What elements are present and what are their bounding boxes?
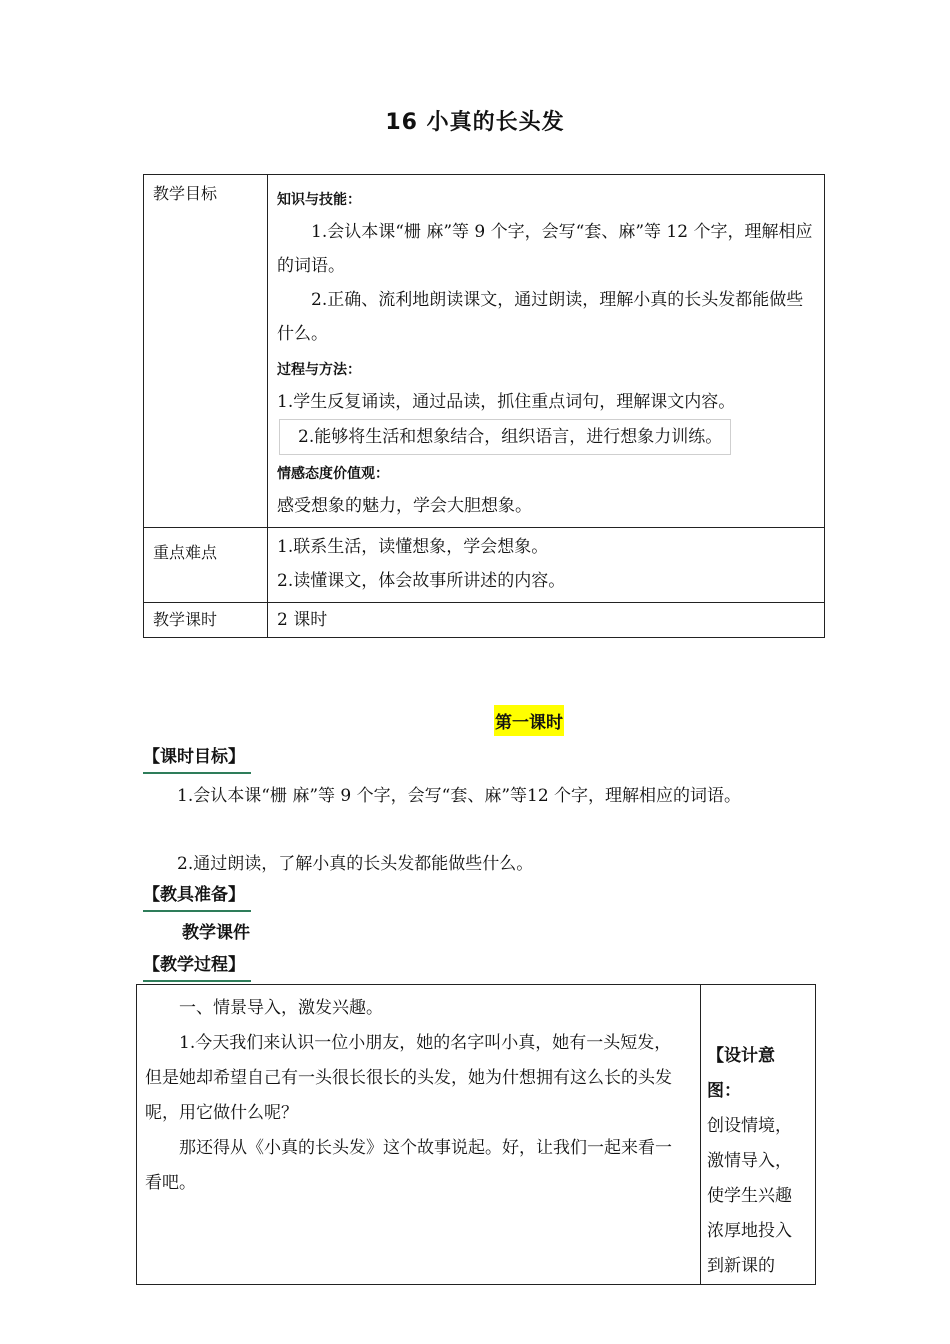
table-row — [144, 175, 825, 528]
row-label: 教学课时 — [144, 603, 268, 638]
objective-item: 2.正确、流利地朗读课文，通过朗读，理解小真的长头发都能做些什么。 — [277, 290, 804, 344]
objective-item: 感受想象的魅力，学会大胆想象。 — [277, 496, 532, 516]
process-paragraph: 1.今天我们来认识一位小朋友，她的名字叫小真，她有一头短发，但是她却希望自己有一头很长很长的头发，她为什想拥有这么长的头发呢，用它做什么呢？ — [145, 1033, 672, 1123]
objective-item: 1.学生反复诵读，通过品读，抓住重点词句，理解课文内容。 — [277, 392, 736, 412]
table-row — [144, 528, 825, 603]
section-heading: 过程与方法： — [277, 362, 361, 378]
row-content — [268, 603, 825, 638]
design-intent-title: 【设计意图： — [707, 1046, 775, 1101]
objectives-table — [143, 174, 825, 638]
row-label: 教学目标 — [144, 175, 268, 528]
objective-item: 2.能够将生活和想象结合，组织语言，进行想象力训练。 — [279, 419, 731, 455]
process-label: 【教学过程】 — [143, 950, 251, 982]
process-content — [137, 985, 701, 1285]
row-content — [268, 528, 825, 603]
page-title: 16 小真的长头发 — [385, 110, 565, 135]
key-point-item: 1.联系生活，读懂想象，学会想象。 — [277, 537, 549, 557]
lesson-heading-text: 第一课时 — [494, 705, 564, 736]
lesson-goal-item: 1.会认本课“栅 麻”等 9 个字，会写“套、麻”等12 个字，理解相应的词语。 — [177, 786, 742, 806]
prep-label: 【教具准备】 — [143, 880, 251, 912]
section-heading: 情感态度价值观： — [277, 466, 389, 482]
lesson-goal-item: 2.通过朗读，了解小真的长头发都能做些什么。 — [177, 854, 534, 874]
section-heading: 知识与技能： — [277, 192, 361, 208]
design-intent-text: 创设情境，激情导入，使学生兴趣浓厚地投入到新课的 — [707, 1116, 792, 1276]
objective-item: 1.会认本课“栅 麻”等 9 个字，会写“套、麻”等 12 个字，理解相应的词语。 — [277, 222, 813, 276]
class-hours: 2 课时 — [277, 610, 328, 630]
design-intent — [701, 985, 816, 1285]
key-point-item: 2.读懂课文，体会故事所讲述的内容。 — [277, 571, 566, 591]
lesson-goals-label: 【课时目标】 — [143, 742, 251, 774]
row-label: 重点难点 — [144, 528, 268, 603]
prep-item: 教学课件 — [182, 923, 250, 943]
row-content — [268, 175, 825, 528]
process-table — [136, 984, 816, 1285]
lesson-heading — [0, 705, 950, 736]
table-row — [137, 985, 816, 1285]
process-paragraph: 一、情景导入，激发兴趣。 — [179, 998, 383, 1018]
table-row — [144, 603, 825, 638]
process-paragraph: 那还得从《小真的长头发》这个故事说起。好，让我们一起来看一看吧。 — [145, 1138, 672, 1193]
